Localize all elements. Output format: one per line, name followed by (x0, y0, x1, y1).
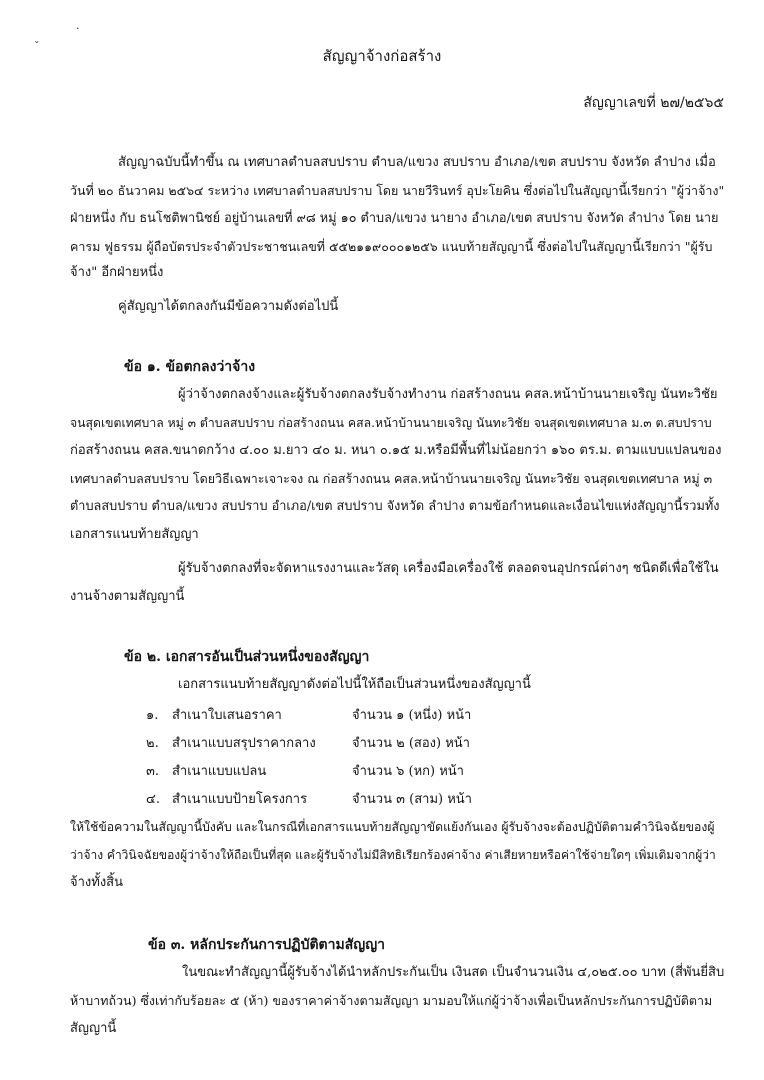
item-amount: จำนวน ๓ (สาม) หน้า (352, 792, 472, 807)
clause-1-line: ผู้ว่าจ้างตกลงจ้างและผู้รับจ้างตกลงรับจ้างทำงาน ก่อสร้างถนน คสล.หน้าบ้านนายเจริญ นันทะวิชัย (178, 387, 718, 402)
clause-1-line: ตำบลสบปราบ ตำบล/แขวง สบปราบ อำเภอ/เขต สบปราบ จังหวัด ลำปาง ตามข้อกำหนดและเงื่อนไขแห่งสัญญานี้รวมทั้ง (70, 499, 720, 514)
clause-1-line: ผู้รับจ้างตกลงที่จะจัดหาแรงงานและวัสดุ เครื่องมือเครื่องใช้ ตลอดจนอุปกรณ์ต่างๆ ชนิดดีเพื่อใช้ใน (178, 561, 719, 576)
item-number: ๒. (146, 736, 159, 751)
clause-2-intro: เอกสารแนบท้ายสัญญาดังต่อไปนี้ให้ถือเป็นส่วนหนึ่งของสัญญานี้ (178, 677, 531, 692)
item-name: สำเนาแบบสรุปราคากลาง (172, 736, 316, 751)
intro-line: ฝ่ายหนึ่ง กับ ธนโชติพานิชย์ อยู่บ้านเลขที่ ๙๘ หมู่ ๑๐ ตำบล/แขวง นายาง อำเภอ/เขต สบปราบ จังหวัด ลำปาง โดย นาย (70, 211, 719, 226)
clause-3-line: ในขณะทำสัญญานี้ผู้รับจ้างได้นำหลักประกันเป็น เงินสด เป็นจำนวนเงิน ๔,๐๒๕.๐๐ บาท (สี่พันยี่สิบ (182, 965, 725, 980)
agreement-statement: คู่สัญญาได้ตกลงกันมีข้อความดังต่อไปนี้ (118, 299, 339, 314)
item-name: สำเนาแบบแปลน (172, 764, 267, 779)
document-title: สัญญาจ้างก่อสร้าง (322, 47, 442, 65)
intro-line: สัญญาฉบับนี้ทำขึ้น ณ เทศบาลตำบลสบปราบ ตำบล/แขวง สบปราบ อำเภอ/เขต สบปราบ จังหวัด ลำปาง เมื่อ (118, 155, 716, 170)
contract-number: สัญญาเลขที่ ๒๗/๒๕๖๕ (583, 95, 724, 111)
clause-1-line: จนสุดเขตเทศบาล หมู่ ๓ ตำบลสบปราบ ก่อสร้างถนน คสล.หน้าบ้านนายเจริญ นันทะวิชัย จนสุดเขตเทศบาล ม.๓ ต.สบปราบ (70, 416, 712, 430)
intro-line: คารม ฟูธรรม ผู้ถือบัตรประจำตัวประชาชนเลขที่ ๕๕๒๑๑๙๐๐๐๑๒๕๖ แนบท้ายสัญญานี้ ซึ่งต่อไปในสัญญานี้เรียกว่า "ผู้รับ (70, 239, 713, 254)
clause-1-line: ก่อสร้างถนน คสล.ขนาดกว้าง ๔.๐๐ ม.ยาว ๔๐ ม. หนา ๐.๑๕ ม.หรือมีพื้นที่ไม่น้อยกว่า ๑๖๐ ตร.ม. ตามแบบแปลนของ (70, 443, 722, 458)
item-amount: จำนวน ๖ (หก) หน้า (352, 764, 464, 779)
clause-2-line: จ้างทั้งสิ้น (70, 875, 124, 890)
scan-mark: · (76, 22, 80, 35)
clause-3-line: ห้าบาทถ้วน) ซึ่งเท่ากับร้อยละ ๕ (ห้า) ของราคาค่าจ้างตามสัญญา มามอบให้แก่ผู้ว่าจ้างเพื่อเป็นหลักประกันการปฏิบัติตาม (70, 993, 713, 1008)
scan-mark: ˇ (34, 40, 40, 53)
item-amount: จำนวน ๒ (สอง) หน้า (352, 736, 470, 751)
clause-2-line: ว่าจ้าง คำวินิจฉัยของผู้ว่าจ้างให้ถือเป็นที่สุด และผู้รับจ้างไม่มีสิทธิเรียกร้องค่าจ้าง ค่าเสียหายหรือค่าใช้จ่ายใดๆ เพิ่มเติมจากผู้ว่า (70, 848, 716, 862)
clause-1-line: เทศบาลตำบลสบปราบ โดยวิธีเฉพาะเจาะจง ณ ก่อสร้างถนน คสล.หน้าบ้านนายเจริญ นันทะวิชัย จนสุดเขตเทศบาล หมู่ ๓ (70, 471, 713, 486)
item-number: ๓. (146, 764, 160, 779)
clause-1-line: เอกสารแนบท้ายสัญญา (70, 527, 199, 542)
item-amount: จำนวน ๑ (หนึ่ง) หน้า (352, 708, 472, 723)
item-number: ๑. (146, 708, 159, 723)
intro-line: วันที่ ๒๐ ธันวาคม ๒๕๖๔ ระหว่าง เทศบาลตำบลสบปราบ โดย นายวีรินทร์ อุปะโยคิน ซึ่งต่อไปในสัญญานี้เรียกว่า "ผู้ว่าจ้าง" (70, 183, 725, 198)
clause-2-line: ให้ใช้ข้อความในสัญญานี้บังคับ และในกรณีที่เอกสารแนบท้ายสัญญาขัดแย้งกันเอง ผู้รับจ้างจะต้องปฏิบัติตามคำวินิจฉัยของผู้ (70, 820, 715, 834)
clause-1-heading: ข้อ ๑. ข้อตกลงว่าจ้าง (124, 359, 256, 375)
item-name: สำเนาใบเสนอราคา (172, 708, 282, 723)
item-name: สำเนาแบบป้ายโครงการ (172, 792, 308, 807)
intro-line: จ้าง" อีกฝ่ายหนึ่ง (70, 265, 164, 280)
clause-3-heading: ข้อ ๓. หลักประกันการปฏิบัติตามสัญญา (148, 937, 385, 953)
item-number: ๔. (146, 792, 160, 807)
clause-2-heading: ข้อ ๒. เอกสารอันเป็นส่วนหนึ่งของสัญญา (124, 649, 370, 665)
clause-1-line: งานจ้างตามสัญญานี้ (70, 589, 185, 604)
clause-3-line: สัญญานี้ (70, 1021, 117, 1036)
